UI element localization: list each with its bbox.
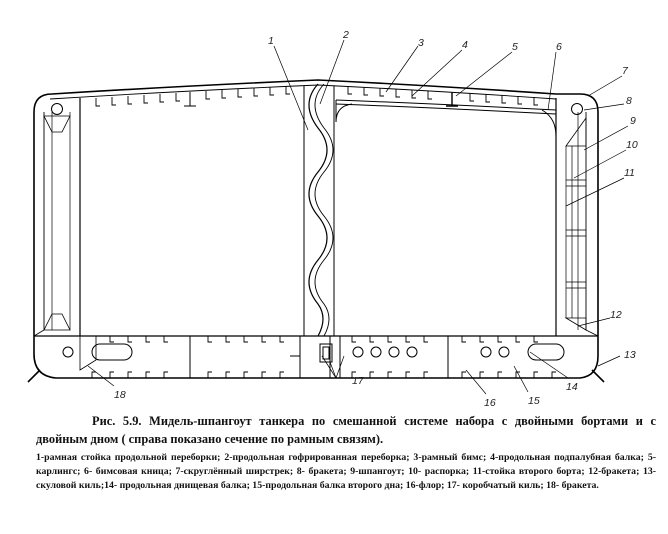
label-1: 1 xyxy=(268,35,274,47)
floor-slots xyxy=(92,344,564,360)
label-6: 6 xyxy=(556,41,562,53)
label-8: 8 xyxy=(626,95,632,107)
label-17: 17 xyxy=(352,375,364,387)
label-12: 12 xyxy=(610,309,622,321)
bilge-keel-left xyxy=(28,370,40,382)
label-14: 14 xyxy=(566,381,578,393)
left-top-bracket xyxy=(44,116,70,132)
label-18: 18 xyxy=(114,389,126,401)
label-3: 3 xyxy=(418,37,424,49)
left-bottom-bracket xyxy=(44,314,70,330)
sheer-hole-left xyxy=(52,104,63,115)
deck-girder-left xyxy=(184,92,196,106)
figure-caption xyxy=(36,412,656,492)
caption-legend: 1-рамная стойка продольной переборки; 2-продольная гофрированная переборка; 3-рамный бимс; 4-продольная подпалубная балка; 5- карлингс; 6- бимсовая кница; 7-скруглённый ширстрек; 8- бракета; 9-шпангоут; 10- распорка; 11-стойка второго борта; 12-бракета; 13-скуловой киль;14- продольная днищевая балка; 15-продольная балка второго дна; 16-флор; 17- коробчатый киль; 18- бракета. xyxy=(36,452,656,491)
label-9: 9 xyxy=(630,115,636,127)
right-top-bracket xyxy=(566,118,586,146)
corrugated-bulkhead xyxy=(309,84,327,336)
bottom-left-bracket xyxy=(80,336,96,370)
bottom-longitudinals xyxy=(92,372,556,378)
label-2: 2 xyxy=(343,29,349,41)
label-10: 10 xyxy=(626,139,638,151)
deck-carling xyxy=(446,92,458,106)
floor-holes xyxy=(63,347,509,357)
right-bottom-bracket xyxy=(566,318,586,330)
deck-line xyxy=(50,85,556,99)
label-11: 11 xyxy=(624,167,635,179)
label-16: 16 xyxy=(484,397,496,409)
bilge-keel-right xyxy=(592,370,604,382)
box-keel xyxy=(290,336,332,378)
label-4: 4 xyxy=(462,39,468,51)
inner-bottom-longitudinals xyxy=(110,336,538,342)
label-15: 15 xyxy=(528,395,540,407)
side-struts xyxy=(566,180,586,288)
label-13: 13 xyxy=(624,349,636,361)
label-5: 5 xyxy=(512,41,518,53)
label-7: 7 xyxy=(622,65,628,77)
caption-title: Рис. 5.9. Мидель-шпангоут танкера по смешанной системе набора с двойными бортами и с двойным дном ( справа показано сечение по рамным связям). xyxy=(36,414,656,446)
sheer-hole-right xyxy=(572,104,583,115)
